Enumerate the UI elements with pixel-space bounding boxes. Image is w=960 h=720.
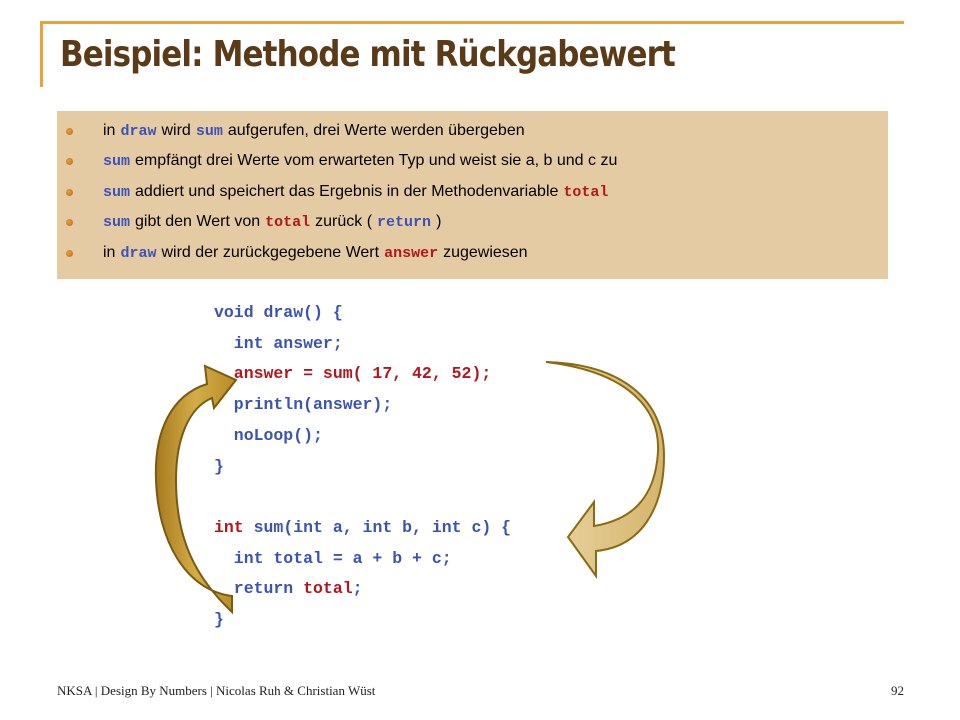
- inline-code: return: [377, 213, 432, 231]
- code-line: [214, 303, 343, 322]
- footer-credit: NKSA | Design By Numbers | Nicolas Ruh & Christian Wüst: [57, 683, 376, 698]
- inline-code: total: [265, 213, 311, 231]
- code-token: return: [214, 579, 304, 599]
- bullet-text: addiert und speichert das Ergebnis in der Methodenvariable: [135, 183, 559, 200]
- code-token: void draw() {: [214, 303, 343, 322]
- inline-code: sum: [103, 183, 131, 201]
- code-line: [214, 610, 224, 629]
- code-line: [214, 426, 323, 445]
- code-token: int answer;: [214, 333, 343, 353]
- code-line: [214, 334, 343, 353]
- inline-code: draw: [120, 244, 157, 262]
- bullet-text: wird: [161, 122, 191, 139]
- code-token: }: [214, 456, 224, 476]
- arrow-call-to-method: [546, 362, 664, 576]
- code-token: println(answer);: [214, 395, 393, 415]
- inline-code: sum: [103, 213, 131, 231]
- page-number: 92: [891, 683, 904, 698]
- code-line: [214, 579, 363, 598]
- code-token: sum(int a, int b, int c) {: [243, 517, 512, 537]
- code-line: [214, 518, 511, 537]
- bullet-text: aufgerufen, drei Werte werden übergeben: [227, 122, 525, 139]
- bullet-text: in: [103, 122, 116, 139]
- code-token: total: [303, 579, 353, 599]
- code-token: noLoop();: [214, 425, 323, 445]
- code-line: [214, 457, 224, 476]
- bullet-text: wird der zurückgegebene Wert: [161, 244, 380, 261]
- inline-code: sum: [195, 122, 223, 140]
- code-token: }: [214, 610, 224, 629]
- bullet-text: in: [103, 244, 116, 261]
- bullet-text: ): [436, 213, 442, 230]
- bullet-text: zugewiesen: [443, 244, 528, 261]
- inline-code: total: [563, 183, 609, 201]
- slide-title: Beispiel: Methode mit Rückgabewert: [60, 34, 675, 75]
- code-token: int: [214, 517, 244, 537]
- code-line: [214, 364, 491, 383]
- bullet-text: empfängt drei Werte vom erwarteten Typ und weist sie a, b und c zu: [135, 152, 618, 169]
- code-line: [214, 395, 392, 414]
- inline-code: sum: [103, 152, 131, 170]
- bullet-text: zurück (: [315, 213, 373, 230]
- inline-code: answer: [384, 244, 439, 262]
- code-token: ;: [352, 579, 363, 599]
- code-token: answer = sum( 17, 42, 52);: [214, 364, 492, 384]
- inline-code: draw: [120, 122, 157, 140]
- bullet-text: gibt den Wert von: [135, 213, 261, 230]
- code-line: [214, 549, 452, 568]
- code-token: int total = a + b + c;: [214, 548, 452, 568]
